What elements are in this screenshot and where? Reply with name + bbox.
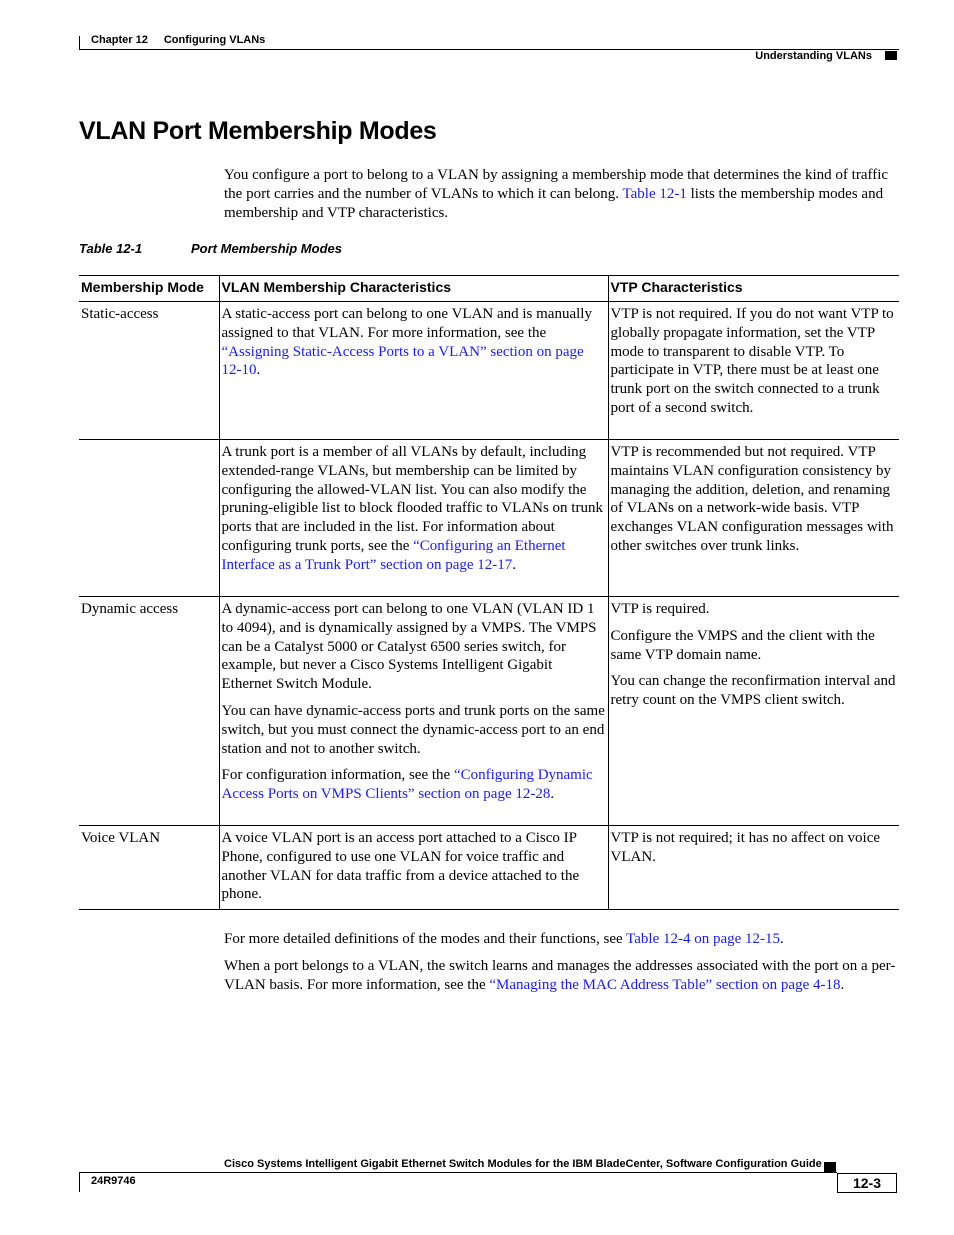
footer-rule [79,1172,837,1173]
table-caption-title: Port Membership Modes [191,241,342,256]
chapter-title: Configuring VLANs [163,34,266,46]
table-row [79,302,899,440]
mode-cell [79,440,219,597]
mac-address-table-link[interactable]: “Managing the MAC Address Table” section on page 4-18 [489,976,841,993]
footer-marker [824,1162,836,1172]
footer-rule-vertical [79,1172,80,1192]
definitions-paragraph: For more detailed definitions of the modes and their functions, see Table 12-4 on page 12-15. [224,931,784,947]
mode-cell: Static-access [79,302,219,440]
column-header-vlan-membership: VLAN Membership Characteristics [219,276,608,302]
column-header-vtp: VTP Characteristics [608,276,899,302]
vlan-cell: A static-access port can belong to one VLAN and is manually assigned to that VLAN. For more information, see the “Assigning Static-Access Ports to a VLAN” section on page 12-10. [219,302,608,440]
footer-doc-number: 24R9746 [91,1175,136,1187]
trunk-port-link[interactable]: “Configuring an Ethernet Interface as a Trunk Port” section on page 12-17 [221,537,566,573]
running-header-chapter [91,34,265,46]
mode-cell: Dynamic access [79,597,219,826]
vtp-cell: VTP is not required. If you do not want VTP to globally propagate information, set the VTP mode to transparent to disable VTP. To participate in VTP, there must be at least one trunk port on the switch connected to a trunk port of a second switch. [608,302,899,440]
vtp-paragraph: VTP is required. [610,601,710,617]
vtp-paragraph: You can change the reconfirmation interval and retry count on the VMPS client switch. [610,673,896,709]
table-caption [79,241,342,256]
vtp-cell: VTP is recommended but not required. VTP maintains VLAN configuration consistency by managing the addition, deletion, and renaming of VLANs on a network-wide basis. VTP exchanges VLAN configuration messages with other switches over trunk links. [608,440,899,597]
table-header-row [79,276,899,302]
table-row [79,440,899,597]
vlan-cell: A trunk port is a member of all VLANs by default, including extended-range VLANs, but membership can be limited by configuring the allowed-VLAN list. You can also modify the pruning-eligible list to block flooded traffic to VLANs on trunk ports that are included in the list. For information about configuring trunk ports, see the “Configuring an Ethernet Interface as a Trunk Port” section on page 12-17. [219,440,608,597]
table-row [79,826,899,910]
vtp-paragraph: Configure the VMPS and the client with the same VTP domain name. [610,627,875,663]
running-header-section: Understanding VLANs [755,50,872,62]
mac-address-paragraph: When a port belongs to a VLAN, the switch learns and manages the addresses associated with the port on a per-VLAN basis. For more information, see the “Managing the MAC Address Table” section on page 4-18. [224,958,896,993]
table-row [79,597,899,826]
page-number: 12-3 [837,1173,897,1193]
mode-cell: Voice VLAN [79,826,219,910]
vtp-cell [608,597,899,826]
static-access-link[interactable]: “Assigning Static-Access Ports to a VLAN” section on page 12-10 [221,343,584,379]
vlan-paragraph: A dynamic-access port can belong to one VLAN (VLAN ID 1 to 4094), and is dynamically assigned by a VMPS. The VMPS can be a Catalyst 5000 or Catalyst 6500 series switch, for example, but never a Cisco Systems Intelligent Gigabit Ethernet Switch Module. [221,601,597,693]
vtp-cell: VTP is not required; it has no affect on voice VLAN. [608,826,899,910]
vlan-paragraph: You can have dynamic-access ports and trunk ports on the same switch, but you must connect the dynamic-access port to an end station and not to another switch. [221,702,605,757]
vlan-paragraph: For configuration information, see the “Configuring Dynamic Access Ports on VMPS Clients” section on page 12-28. [221,767,593,803]
page-title: VLAN Port Membership Modes [79,117,437,145]
column-header-membership-mode: Membership Mode [79,276,219,302]
vlan-cell: A voice VLAN port is an access port attached to a Cisco IP Phone, configured to use one VLAN for voice traffic and another VLAN for data traffic from a device attached to the phone. [219,826,608,910]
table-12-4-link[interactable]: Table 12-4 on page 12-15 [626,931,781,947]
dynamic-access-link[interactable]: “Configuring Dynamic Access Ports on VMPS Clients” section on page 12-28 [221,767,593,803]
header-marker [885,51,897,60]
intro-paragraph: You configure a port to belong to a VLAN by assigning a membership mode that determines the kind of traffic the port carries and the number of VLANs to which it can belong. Table 12-1 lists the membership modes and membership and VTP characteristics. [224,167,889,221]
chapter-number: Chapter 12 [91,34,148,46]
vlan-cell [219,597,608,826]
table-12-1-link[interactable]: Table 12-1 [622,185,687,202]
port-membership-modes-table [79,275,899,910]
header-rule-vertical [79,36,80,50]
footer-book-title: Cisco Systems Intelligent Gigabit Ethernet Switch Modules for the IBM BladeCenter, Software Configuration Guide [224,1158,822,1170]
table-caption-number: Table 12-1 [79,241,143,256]
